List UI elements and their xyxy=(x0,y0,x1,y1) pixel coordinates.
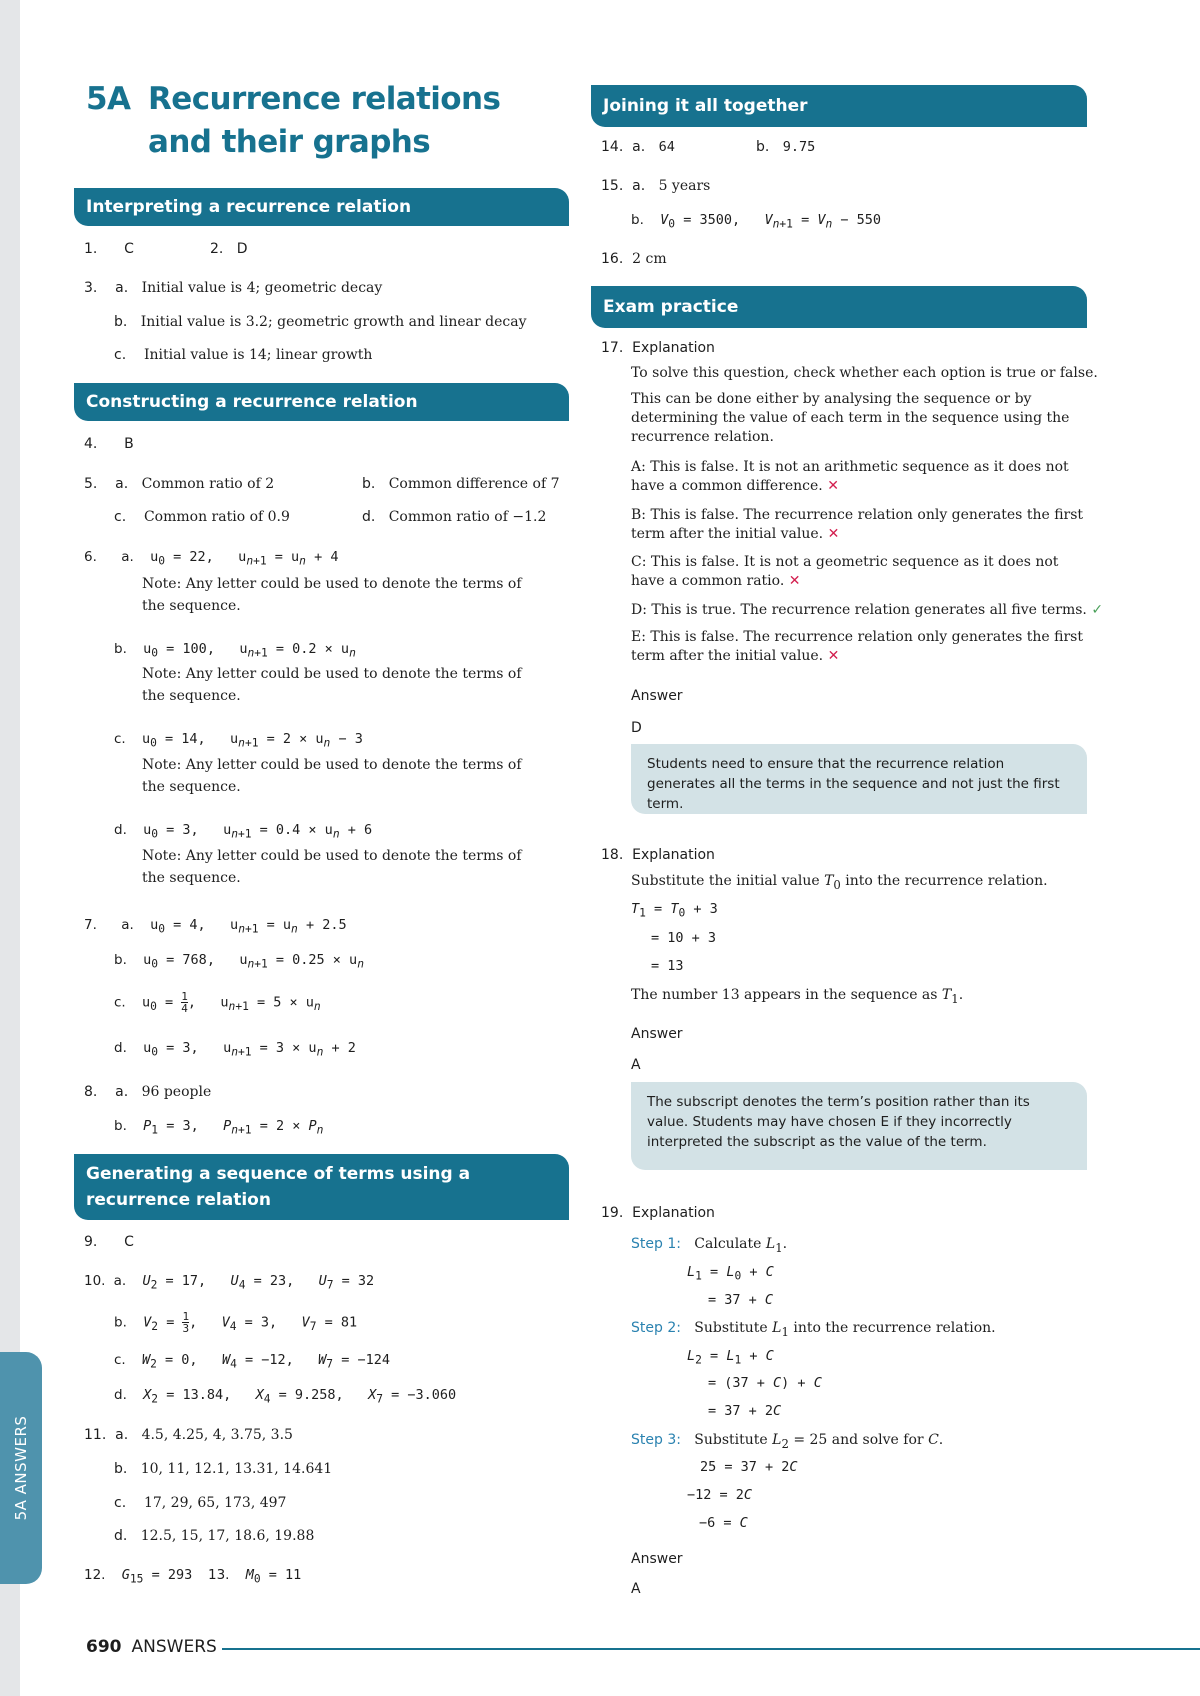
q11b: b. 10, 11, 12.1, 13.31, 14.641 xyxy=(114,1461,333,1477)
q19-label: 19. Explanation xyxy=(601,1205,715,1221)
q6a: 6. a. $u_0 = 22$, $u_{n+1} = u_n + 4$ xyxy=(84,549,339,568)
note-18: The subscript denotes the term’s position rather than its value. Students may have chosen E if they incorrectly interpreted the subscript as the value of the term. xyxy=(631,1082,1087,1170)
q4: 4. B xyxy=(84,436,134,452)
q15b: b. $V_0 = 3500$, $V_{n+1} = V_n - 550$ xyxy=(631,212,882,231)
q9: 9. C xyxy=(84,1234,134,1250)
q5a: 5. a. Common ratio of 2 xyxy=(84,476,275,492)
q6c: c. $u_0 = 14$, $u_{n+1} = 2 \times u_n - 3$ xyxy=(114,731,363,750)
page-footer xyxy=(86,1637,217,1657)
s1-line1: $L_1 = L_0 + C$ xyxy=(687,1264,774,1283)
e17-intro: To solve this question, check whether each option is true or false. xyxy=(631,365,1098,381)
header-joining: Joining it all together xyxy=(591,85,1087,127)
q10b: b. $V_2$ = $\frac{1}{3}$ , $V_4 = 3$, $V_7 = 81$ xyxy=(114,1310,358,1335)
header-exam-practice: Exam practice xyxy=(591,286,1087,328)
e17-option-b: B: This is false. The recurrence relation only generates the first term after the initial value. ✕ xyxy=(631,507,1084,542)
q6a-note-2: the sequence. xyxy=(142,598,241,614)
q3b: b. Initial value is 3.2; geometric growth and linear decay xyxy=(114,314,527,330)
q5b: b. Common difference of 7 xyxy=(362,476,560,492)
e18-line1: $T_1 = T_0 + 3$ xyxy=(631,901,718,920)
s1-line2: = 37 + C xyxy=(708,1292,774,1308)
q6a-note: Note: Any letter could be used to denote the terms of xyxy=(142,576,522,592)
e17-option-a: A: This is false. It is not an arithmetic sequence as it does not have a common difference. ✕ xyxy=(631,459,1069,494)
q14a: 14. a. 64 xyxy=(601,139,675,155)
s2-line1: $L_2 = L_1 + C$ xyxy=(687,1348,774,1367)
s3-line1: 25 = 37 + 2C xyxy=(700,1459,798,1475)
header-generating: Generating a sequence of terms using a recurrence relation xyxy=(74,1154,569,1220)
q6c-note-2: the sequence. xyxy=(142,779,241,795)
answer-18: A xyxy=(631,1057,641,1073)
q18-label: 18. Explanation xyxy=(601,847,715,863)
e18-line3: = 13 xyxy=(651,958,684,974)
e17-option-e: E: This is false. The recurrence relation only generates the first term after the initial value. ✕ xyxy=(631,629,1083,664)
note-17: Students need to ensure that the recurrence relation generates all the terms in the sequence and not just the first term. xyxy=(631,744,1087,814)
q15a: 15. a. 5 years xyxy=(601,178,711,194)
q6b: b. $u_0 = 100$, $u_{n+1} = 0.2 \times u_n$ xyxy=(114,641,356,660)
footer-rule xyxy=(222,1648,1200,1650)
q6d-note-2: the sequence. xyxy=(142,870,241,886)
q8a: 8. a. 96 people xyxy=(84,1084,212,1100)
q13: 13. $M_0 = 11$ xyxy=(208,1567,302,1586)
step-3: Step 3: Substitute $L_2 = 25$ and solve for C. xyxy=(631,1432,944,1451)
e18-conclusion: The number 13 appears in the sequence as $T_1$. xyxy=(631,987,964,1006)
q6d: d. $u_0 = 3$, $u_{n+1} = 0.4 \times u_n + 6$ xyxy=(114,822,373,841)
header-interpreting: Interpreting a recurrence relation xyxy=(74,188,569,226)
page-title xyxy=(86,78,566,164)
q11d: d. 12.5, 15, 17, 18.6, 19.88 xyxy=(114,1528,315,1544)
q10c: c. $W_2 = 0$, $W_4 = -12$, $W_7 = -124$ xyxy=(114,1352,390,1371)
step-2: Step 2: Substitute $L_1$ into the recurrence relation. xyxy=(631,1320,996,1339)
q7d: d. $u_0 = 3$, $u_{n+1} = 3 \times u_n + 2$ xyxy=(114,1040,356,1059)
q14b: b. 9.75 xyxy=(756,139,816,155)
check-icon: ✓ xyxy=(1091,602,1104,618)
e18-intro: Substitute the initial value $T_0$ into the recurrence relation. xyxy=(631,873,1048,892)
q17-label: 17. Explanation xyxy=(601,340,715,356)
q10a: 10. a. $U_2 = 17$, $U_4 = 23$, $U_7 = 32$ xyxy=(84,1273,375,1292)
side-tab-label: 5A ANSWERS xyxy=(12,1415,30,1521)
cross-icon: ✕ xyxy=(788,573,801,589)
e18-line2: = 10 + 3 xyxy=(651,930,717,946)
answer-label-18: Answer xyxy=(631,1026,683,1042)
answer-17: D xyxy=(631,720,642,736)
s3-line2: −12 = 2C xyxy=(687,1487,753,1503)
header-constructing: Constructing a recurrence relation xyxy=(74,383,569,421)
q3a: 3. a. Initial value is 4; geometric decay xyxy=(84,280,383,296)
q16: 16. 2 cm xyxy=(601,251,667,267)
q5d: d. Common ratio of −1.2 xyxy=(362,509,547,525)
q7c: c. $u_0$ = $\frac{1}{4}$ , $u_{n+1} = 5 \times u_n$ xyxy=(114,990,321,1015)
q6c-note: Note: Any letter could be used to denote the terms of xyxy=(142,757,522,773)
q6d-note: Note: Any letter could be used to denote the terms of xyxy=(142,848,522,864)
q12: 12. $G_{15} = 293$ xyxy=(84,1567,193,1586)
q11c: c. 17, 29, 65, 173, 497 xyxy=(114,1495,287,1511)
q1: 1. C xyxy=(84,241,134,257)
q6b-note-2: the sequence. xyxy=(142,688,241,704)
s2-line2: = (37 + C) + C xyxy=(708,1375,822,1391)
page-number: 690 xyxy=(86,1637,122,1657)
q5c: c. Common ratio of 0.9 xyxy=(114,509,290,525)
footer-label: ANSWERS xyxy=(131,1637,217,1657)
q6b-note: Note: Any letter could be used to denote the terms of xyxy=(142,666,522,682)
q7b: b. $u_0 = 768$, $u_{n+1} = 0.25 \times u_n$ xyxy=(114,952,364,971)
q11a: 11. a. 4.5, 4.25, 4, 3.75, 3.5 xyxy=(84,1427,293,1443)
q10d: d. $X_2 = 13.84$, $X_4 = 9.258$, $X_7 = -3.060$ xyxy=(114,1387,457,1406)
answer-label-17: Answer xyxy=(631,688,683,704)
section-number: 5A xyxy=(86,81,131,117)
e17-option-d: D: This is true. The recurrence relation generates all five terms. ✓ xyxy=(631,602,1104,618)
q2: 2. D xyxy=(210,241,248,257)
e17-option-c: C: This is false. It is not a geometric sequence as it does not have a common ratio. ✕ xyxy=(631,554,1059,589)
step-1: Step 1: Calculate $L_1$. xyxy=(631,1236,788,1255)
s2-line3: = 37 + 2C xyxy=(708,1403,782,1419)
cross-icon: ✕ xyxy=(827,526,840,542)
cross-icon: ✕ xyxy=(827,648,840,664)
q8b: b. $P_1 = 3$, $P_{n+1} = 2 \times P_n$ xyxy=(114,1118,324,1137)
cross-icon: ✕ xyxy=(827,478,839,494)
answer-label-19: Answer xyxy=(631,1551,683,1567)
answer-19: A xyxy=(631,1581,641,1597)
e17-method: This can be done either by analysing the sequence or by determining the value of each term in the sequence using the recurrence relation. xyxy=(631,391,1070,445)
q3c: c. Initial value is 14; linear growth xyxy=(114,347,373,363)
q7a: 7. a. $u_0 = 4$, $u_{n+1} = u_n + 2.5$ xyxy=(84,917,347,936)
section-side-tab xyxy=(0,1352,42,1584)
s3-line3: −6 = C xyxy=(699,1515,748,1531)
section-title: Recurrence relations and their graphs xyxy=(148,81,501,160)
